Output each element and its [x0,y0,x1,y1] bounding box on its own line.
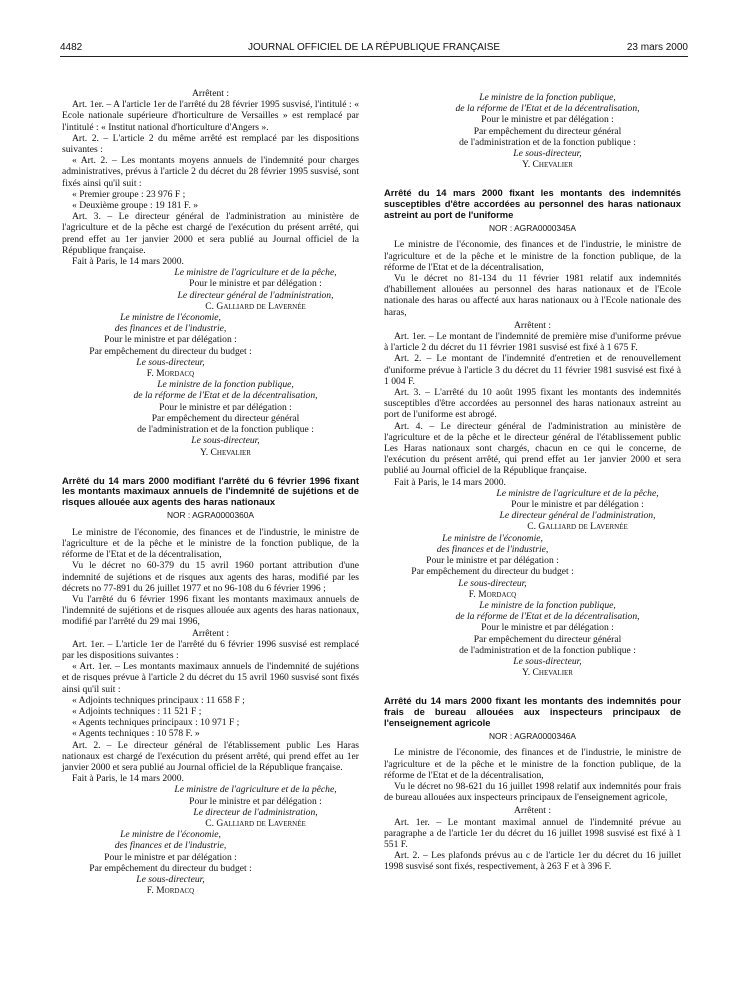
article-3: Art. 3. – Le directeur général de l'administration au ministère de l'agriculture et de la pêche est chargé de l'exécution du présent arrêté, qui prend effet au 1er janvier 2000 et sera publié au Journal officiel de la République française. [62,211,359,256]
arretent-heading: Arrêtent : [513,319,552,331]
sig-name: C. Galliard de Lavernée [527,521,628,533]
sig-line: Le ministre de l'économie, [120,312,221,324]
group-1: « Premier groupe : 23 976 F ; [72,188,186,200]
signature-economie [62,312,359,379]
issue-date: 23 mars 2000 [626,42,688,53]
sig-line: Pour le ministre et par délégation : [481,114,614,126]
sig-line: Le directeur général de l'administration, [177,289,334,301]
signature-economie [62,829,359,896]
signature-agriculture [384,488,681,533]
sig-line: Par empêchement du directeur du budget : [411,566,574,578]
article-1: Art. 1er. – L'article 1er de l'arrêté du 6 février 1996 susvisé est remplacé par les dispositions suivantes : [62,638,359,661]
article-1: Art. 1er. – Le montant de l'indemnité de première mise d'uniforme prévue à l'article 2 du décret du 11 février 1981 susvisé est fixé à 1 675 F. [384,331,681,354]
group-2: « Deuxième groupe : 19 181 F. » [72,200,199,212]
sig-line: des finances et de l'industrie, [436,543,549,555]
article-2: Art. 2. – L'article 2 du même arrêté est remplacé par les dispositions suivantes : [62,132,359,156]
sig-line: Pour le ministre et par délégation : [104,851,237,863]
sig-line: Pour le ministre et par délégation : [481,622,614,634]
article-3: Art. 3. – L'arrêté du 10 août 1995 fixant les montants des indemnités susceptibles d'être accordées au personnel des haras nationaux astreint au port de l'uniforme est abrogé. [384,387,681,421]
list-item: « Agents techniques principaux : 10 971 F ; [72,717,240,729]
sig-line: Le ministre de l'économie, [120,829,221,841]
sig-line: Par empêchement du directeur du budget : [89,345,252,357]
sig-line: de la réforme de l'Etat et de la décentralisation, [133,390,318,402]
visa: Vu le décret no 81-134 du 11 février 1981 relatif aux indemnités d'habillement allouées au personnel des haras nationaux et de l'Ecole nationale des haras ou affecté aux haras nationaux ou à l'Ecole nationale des haras, [384,273,681,318]
sig-name: F. Mordacq [146,885,195,897]
header-rule [60,56,688,57]
decree-title-frais-bureau: Arrêté du 14 mars 2000 fixant les montants des indemnités pour frais de bureau allouées aux inspecteurs principaux de l'enseignement agricole [384,695,681,728]
nor-code: NOR : AGRA0000346A [488,731,577,742]
sig-line: Par empêchement du directeur général [473,633,622,645]
sig-line: Le ministre de l'économie, [442,532,543,544]
article-2: Art. 2. – Le montant de l'indemnité d'entretien et de renouvellement d'uniforme prévue à l'article 3 du décret du 11 février 1981 susvisé est fixé à 1 004 F. [384,353,681,387]
page-header [60,42,688,56]
signature-agriculture [62,267,359,312]
sig-name: Y. Chevalier [200,446,251,458]
sig-line: Le ministre de l'agriculture et de la pêche, [174,784,337,796]
sig-line: de la réforme de l'Etat et de la décentralisation, [455,611,640,623]
sig-name: F. Mordacq [146,368,195,380]
sig-line: Le directeur général de l'administration, [499,510,656,522]
signature-fonction-publique [62,379,359,457]
signature-fonction-publique [384,600,681,678]
sig-name: F. Mordacq [468,588,517,600]
sig-line: Le ministre de l'agriculture et de la pêche, [174,267,337,279]
sig-line: de l'administration et de la fonction publique : [459,644,636,656]
sig-line: Par empêchement du directeur général [473,125,622,137]
journal-title: JOURNAL OFFICIEL DE LA RÉPUBLIQUE FRANÇAISE [247,42,501,53]
nor-code: NOR : AGRA0000345A [488,223,577,234]
sig-line: Le directeur de l'administration, [193,806,318,818]
decree-title-haras-sujetions: Arrêté du 14 mars 2000 modifiant l'arrêté du 6 février 1996 fixant les montants maximaux annuels de l'indemnité de sujétions et de risques allouée aux agents des haras nationaux [62,474,359,507]
sig-line: Le sous-directeur, [136,873,205,885]
signature-fonction-publique [384,92,681,170]
fait-a-paris: Fait à Paris, le 14 mars 2000. [394,476,506,488]
arretent-heading: Arrêtent : [191,627,230,639]
sig-line: Le ministre de la fonction publique, [157,379,294,391]
list-item: « Adjoints techniques principaux : 11 658 F ; [72,694,245,706]
list-item: « Adjoints techniques : 11 521 F ; [72,705,202,717]
visa: Vu l'arrêté du 6 février 1996 fixant les montants maximaux annuels de l'indemnité de sujétions et de risques allouée aux agents des haras nationaux, modifié par l'arrêté du 29 mai 1996, [62,593,359,628]
sig-line: de l'administration et de la fonction publique : [459,136,636,148]
preamble: Le ministre de l'économie, des finances et de l'industrie, le ministre de l'agriculture et de la pêche et le ministre de la fonction publique, de la réforme de l'Etat et de la décentralisation, [384,239,681,273]
preamble: Le ministre de l'économie, des finances et de l'industrie, le ministre de l'agriculture et de la pêche et le ministre de la fonction publique, de la réforme de l'Etat et de la décentralisation, [384,747,681,781]
sig-line: Pour le ministre et par délégation : [189,278,322,290]
article-1: Art. 1er. – Le montant maximal annuel de l'indemnité prévue au paragraphe a de l'article 1er du décret du 16 juillet 1998 susvisé est fixé à 1 551 F. [384,816,681,850]
sig-line: des finances et de l'industrie, [114,840,227,852]
sig-line: Le ministre de la fonction publique, [479,599,616,611]
article-1-quote: « Art. 1er. – Les montants maximaux annuels de l'indemnité de sujétions et de risques prévue à l'article 2 du décret du 15 avril 1960 susvisé sont fixés ainsi qu'il suit : [62,661,359,695]
list-item: « Agents techniques : 10 578 F. » [72,728,200,740]
sig-line: Le sous-directeur, [513,655,582,667]
article-2: Art. 2. – Le directeur général de l'établissement public Les Haras nationaux est chargé de l'exécution du présent arrêté, qui prend effet au 1er janvier 2000 et sera publié au Journal officiel de la République française. [62,739,359,773]
sig-line: de l'administration et de la fonction publique : [137,424,314,436]
sig-line: Le sous-directeur, [513,148,582,160]
sig-line: des finances et de l'industrie, [114,323,227,335]
sig-line: Par empêchement du directeur général [151,412,300,424]
sig-line: Le sous-directeur, [458,577,527,589]
sig-line: Par empêchement du directeur du budget : [89,862,252,874]
nor-code: NOR : AGRA0000360A [166,510,255,521]
visa: Vu le décret no 98-621 du 16 juillet 1998 relatif aux indemnités pour frais de bureau allouées aux inspecteurs principaux de l'enseignement agricole, [384,780,681,804]
sig-name: Y. Chevalier [522,667,573,679]
decree-title-uniforme: Arrêté du 14 mars 2000 fixant les montants des indemnités susceptibles d'être accordées au personnel des haras nationaux astreint au port de l'uniforme [384,187,681,220]
sig-line: de la réforme de l'Etat et de la décentralisation, [455,103,640,115]
sig-line: Le ministre de la fonction publique, [479,92,616,103]
article-4: Art. 4. – Le directeur général de l'administration au ministère de l'agriculture et de la pêche et le directeur général de l'établissement public Les Haras nationaux sont chargés, chacun en ce qui le concerne, de l'exécution du présent arrêté, qui prend effet au 1er janvier 2000 et sera publié au Journal officiel de la République française. [384,420,681,477]
right-column [384,92,681,873]
fait-a-paris: Fait à Paris, le 14 mars 2000. [72,773,184,785]
signature-agriculture [62,784,359,829]
visa: Vu le décret no 60-379 du 15 avril 1960 portant attribution d'une indemnité de sujétions et de risques aux agents des haras, modifié par les décrets no 77-891 du 26 juillet 1977 et no 96-108 du 6 février 1996 ; [62,560,359,594]
sig-name: C. Galliard de Lavernée [205,300,306,312]
sig-line: Le ministre de l'agriculture et de la pêche, [496,487,659,499]
sig-line: Pour le ministre et par délégation : [159,401,292,413]
sig-name: Y. Chevalier [522,159,573,171]
arretent-heading: Arrêtent : [513,805,552,817]
sig-line: Pour le ministre et par délégation : [189,795,322,807]
article-2: Art. 2. – Les plafonds prévus au c de l'article 1er du décret du 16 juillet 1998 susvisé sont fixés, respectivement, à 263 F et à 396 F. [384,850,681,873]
sig-line: Le sous-directeur, [136,356,205,368]
page-number: 4482 [60,42,83,53]
article-2-quote: « Art. 2. – Les montants moyens annuels de l'indemnité pour charges administratives, prévus à l'article 2 du décret du 28 février 1995 susvisé, sont fixés ainsi qu'il suit : [62,155,359,189]
preamble: Le ministre de l'économie, des finances et de l'industrie, le ministre de l'agriculture et de la pêche et le ministre de la fonction publique, de la réforme de l'Etat et de la décentralisation, [62,526,359,561]
signature-economie [384,533,681,600]
sig-line: Le sous-directeur, [191,435,260,447]
left-column [62,88,359,896]
fait-a-paris: Fait à Paris, le 14 mars 2000. [72,256,184,268]
sig-line: Pour le ministre et par délégation : [426,555,559,567]
sig-line: Pour le ministre et par délégation : [104,334,237,346]
article-1: Art. 1er. – A l'article 1er de l'arrêté du 28 février 1995 susvisé, l'intitulé : « Ecole nationale supérieure d'horticulture de Versailles » est remplacé par l'intitulé : « Institut national d'horticulture d'Angers ». [62,99,359,133]
sig-line: Pour le ministre et par délégation : [511,499,644,511]
arretent-heading: Arrêtent : [191,88,230,99]
sig-name: C. Galliard de Lavernée [205,817,306,829]
